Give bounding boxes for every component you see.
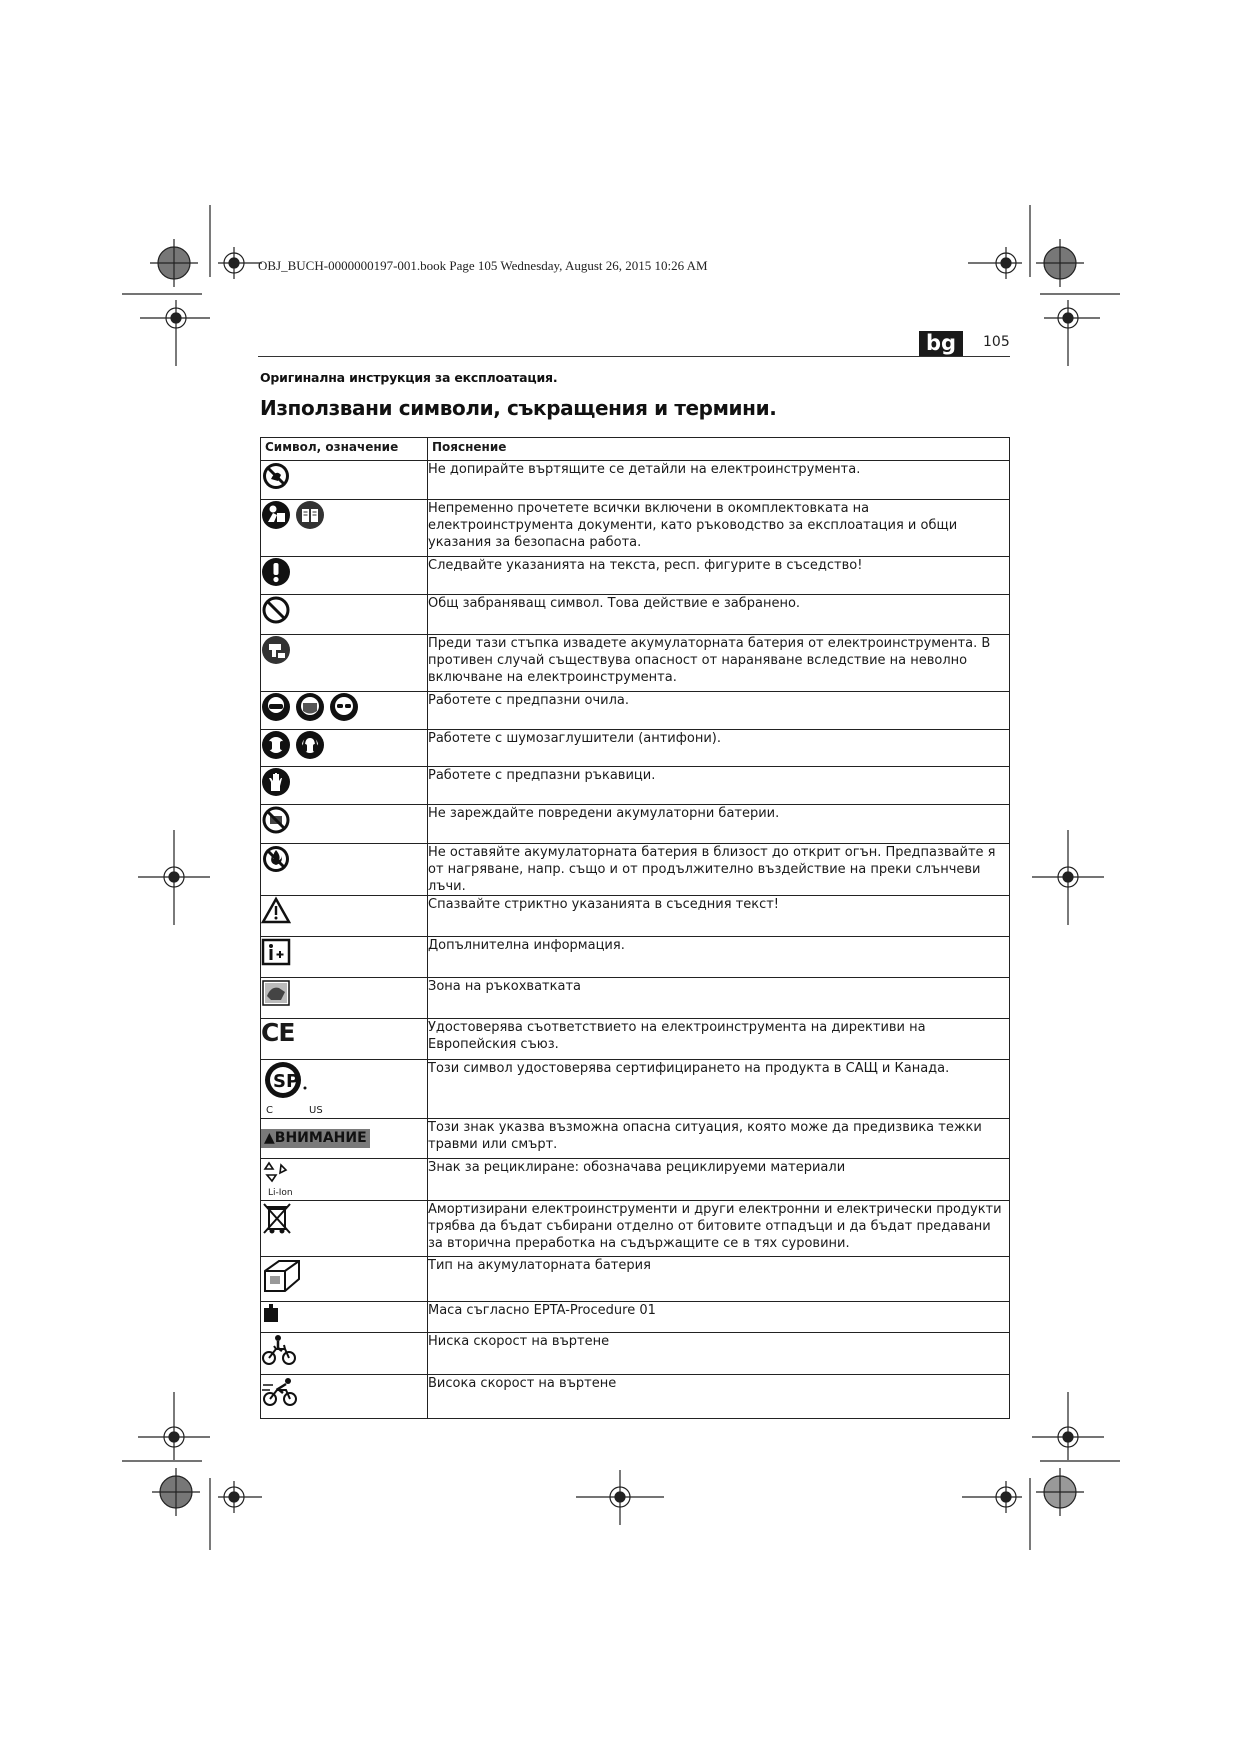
table-row bbox=[261, 1019, 1010, 1060]
warning-triangle-icon bbox=[261, 896, 291, 926]
column-header-symbol: Символ, означение bbox=[261, 438, 428, 461]
table-row bbox=[261, 692, 1010, 730]
table-row bbox=[261, 1302, 1010, 1333]
row-text: Маса съгласно EPTA-Procedure 01 bbox=[428, 1302, 1010, 1333]
table-row bbox=[261, 805, 1010, 844]
remove-battery-icon bbox=[261, 635, 291, 665]
read-manual-icon bbox=[261, 500, 291, 530]
language-badge: bg bbox=[919, 331, 963, 356]
table-row bbox=[261, 461, 1010, 500]
row-text: Зона на ръкохватката bbox=[428, 978, 1010, 1019]
book-info-line: OBJ_BUCH-0000000197-001.book Page 105 Wednesday, August 26, 2015 10:26 AM bbox=[258, 258, 708, 273]
battery-pack-icon bbox=[261, 1257, 305, 1295]
page-number: 105 bbox=[983, 334, 1010, 350]
gloves-icon bbox=[261, 767, 291, 797]
prohibited-icon bbox=[261, 595, 291, 625]
row-text: Не оставяйте акумулаторната батерия в близост до открит огън. Предпазвайте я от нагряване, напр. също и от продължително въздействие на преки слънчеви лъчи. bbox=[428, 844, 1010, 896]
row-text: Следвайте указанията на текста, респ. фигурите в съседство! bbox=[428, 557, 1010, 595]
table-row bbox=[261, 937, 1010, 978]
table-row bbox=[261, 1060, 1010, 1119]
row-text: Тип на акумулаторната батерия bbox=[428, 1257, 1010, 1302]
table-row bbox=[261, 500, 1010, 557]
no-touch-rotating-icon bbox=[261, 461, 291, 491]
row-text: Ниска скорост на въртене bbox=[428, 1333, 1010, 1375]
fast-bicycle-icon bbox=[261, 1375, 301, 1409]
table-row bbox=[261, 1159, 1010, 1201]
row-text: Допълнителна информация. bbox=[428, 937, 1010, 978]
exclamation-icon bbox=[261, 557, 291, 587]
row-text: Преди тази стъпка извадете акумулаторната батерия от електроинструмента. В противен случай съществува опасност от нараняване вследствие на неволно включване на електроинструмента. bbox=[428, 635, 1010, 692]
table-row bbox=[261, 844, 1010, 896]
row-text: Не зареждайте повредени акумулаторни батерии. bbox=[428, 805, 1010, 844]
page-subtitle: Оригинална инструкция за експлоатация. bbox=[260, 370, 558, 385]
table-row bbox=[261, 1375, 1010, 1419]
row-text: Този символ удостоверява сертифицирането на продукта в САЩ и Канада. bbox=[428, 1060, 1010, 1119]
weight-icon bbox=[261, 1302, 285, 1324]
warning-label-icon: ▲ВНИМАНИЕ bbox=[261, 1129, 370, 1148]
table-row bbox=[261, 557, 1010, 595]
symbols-table bbox=[260, 437, 1010, 1419]
recycling-li-ion-icon bbox=[261, 1159, 293, 1183]
table-row bbox=[261, 1201, 1010, 1257]
ce-mark-icon: CE bbox=[261, 1019, 428, 1060]
row-text: Работете с шумозаглушители (антифони). bbox=[428, 730, 1010, 767]
csa-mark-icon bbox=[261, 1060, 307, 1102]
table-row bbox=[261, 595, 1010, 635]
table-row bbox=[261, 767, 1010, 805]
csa-c-label: C bbox=[266, 1105, 273, 1116]
csa-logo-letters: SP bbox=[273, 1071, 300, 1092]
li-ion-label: Li-Ion bbox=[268, 1188, 293, 1198]
row-text: Висока скорост на въртене bbox=[428, 1375, 1010, 1419]
ear-muffs-icon bbox=[295, 730, 325, 760]
csa-us-label: US bbox=[309, 1105, 323, 1116]
weee-bin-icon bbox=[261, 1201, 293, 1235]
warning-label-text: ВНИМАНИЕ bbox=[274, 1130, 367, 1146]
face-shield-icon bbox=[295, 692, 325, 722]
row-text: Този знак указва възможна опасна ситуация, която може да предизвика тежки травми или смърт. bbox=[428, 1119, 1010, 1159]
row-text: Спазвайте стриктно указанията в съседния текст! bbox=[428, 896, 1010, 937]
table-row bbox=[261, 730, 1010, 767]
header-rule bbox=[258, 356, 1010, 357]
grip-zone-icon bbox=[261, 978, 291, 1008]
no-fire-icon bbox=[261, 844, 291, 874]
info-icon bbox=[261, 937, 291, 967]
no-damaged-battery-icon bbox=[261, 805, 291, 835]
row-text: Непременно прочетете всички включени в окомплектовката на електроинструмента документи, като ръководство за експлоатация и общи указания за безопасна работа. bbox=[428, 500, 1010, 557]
row-text: Удостоверява съответствието на електроинструмента на директиви на Европейския съюз. bbox=[428, 1019, 1010, 1060]
table-header-row bbox=[261, 438, 1010, 461]
row-text: Не допирайте въртящите се детайли на електроинструмента. bbox=[428, 461, 1010, 500]
column-header-explanation: Пояснение bbox=[428, 438, 1010, 461]
slow-bicycle-icon bbox=[261, 1333, 297, 1367]
table-row bbox=[261, 635, 1010, 692]
row-text: Работете с предпазни очила. bbox=[428, 692, 1010, 730]
page-title: Използвани символи, съкращения и термини. bbox=[260, 396, 777, 420]
row-text: Общ забраняващ символ. Това действие е забранено. bbox=[428, 595, 1010, 635]
manual-book-icon bbox=[295, 500, 325, 530]
table-row bbox=[261, 978, 1010, 1019]
row-text: Амортизирани електроинструменти и други електронни и електрически продукти трябва да бъдат събирани отделно от битовите отпадъци и да бъдат предавани за вторична преработка на съдържащите се в тях суровини. bbox=[428, 1201, 1010, 1257]
row-text: Знак за рециклиране: обозначава рециклируеми материали bbox=[428, 1159, 1010, 1201]
ear-protection-icon bbox=[261, 730, 291, 760]
table-row bbox=[261, 1119, 1010, 1159]
table-row bbox=[261, 1257, 1010, 1302]
row-text: Работете с предпазни ръкавици. bbox=[428, 767, 1010, 805]
table-row bbox=[261, 1333, 1010, 1375]
goggles-icon bbox=[261, 692, 291, 722]
table-row bbox=[261, 896, 1010, 937]
glasses-icon bbox=[329, 692, 359, 722]
